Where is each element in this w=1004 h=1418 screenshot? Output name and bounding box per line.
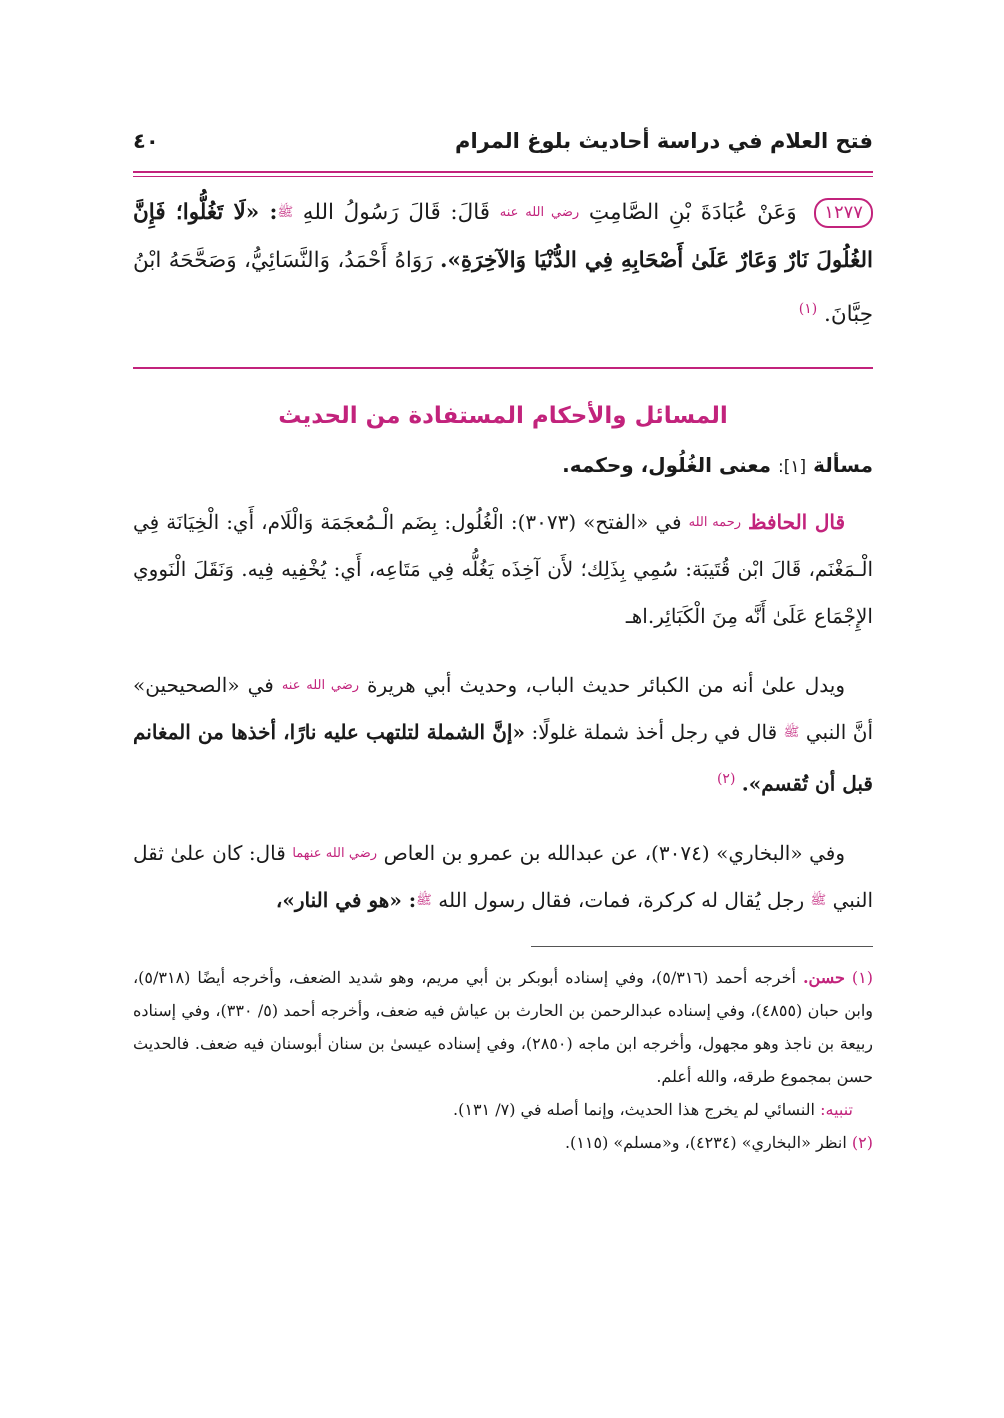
paragraph-3-text-a: وفي «البخاري» (٣٠٧٤)، عن عبدالله بن عمرو بن العاص (383, 840, 845, 865)
book-title: فتح العلام في دراسة أحاديث بلوغ المرام (455, 129, 873, 153)
footnote-2-text: انظر «البخاري» (٤٢٣٤)، و«مسلم» (١١٥). (564, 1132, 847, 1152)
honorific-companion: رضي الله عنه (499, 205, 580, 220)
note-text: النسائي لم يخرج هذا الحديث، وإنما أصله في (٧/ ١٣١). (453, 1099, 815, 1119)
paragraph-3 (133, 830, 873, 924)
header-rule (133, 171, 873, 173)
paragraph-3-quote: : «هو في النار»، (275, 887, 417, 912)
honorific-prophet-3: ﷺ (810, 892, 827, 908)
page-number: ٤٠ (133, 129, 159, 153)
issue-heading: معنى الغُلُول، وحكمه. (562, 453, 772, 478)
hadith-intro: وَعَنْ عُبَادَةَ بْنِ الصَّامِتِ (588, 200, 797, 225)
paragraph-3-text-b: قال: كان علىٰ ثقل النبي (133, 840, 873, 912)
paragraph-2-text-a: ويدل علىٰ أنه من الكبائر حديث الباب، وحديث أبي هريرة (367, 673, 845, 698)
issue-title (133, 453, 873, 477)
footnote-1-grade: حسن. (802, 967, 845, 987)
running-header (133, 125, 873, 169)
footnote-ref-1[interactable]: (١) (798, 301, 818, 317)
footnote-2-number: (٢) (851, 1132, 873, 1152)
hadith-said: قَالَ: قَالَ رَسُولُ اللهِ (302, 200, 491, 225)
footnotes (133, 961, 873, 1159)
paragraph-1 (133, 499, 873, 640)
paragraph-3-text-c: رجل يُقال له كركرة، فمات، فقال رسول الله (438, 887, 805, 912)
honorific-ibn-amr: رضي الله عنهما (292, 845, 378, 861)
footnote-1-text: أخرجه أحمد (٥/٣١٦)، وفي إسناده أبوبكر بن أبي مريم، وهو شديد الضعف، وأخرجه أيضًا (٥/٣١٨)، وابن حبان (٤٨٥٥)، وفي إسناده عبدالرحمن بن الحارث بن عياش فيه ضعف، وأخرجه أحمد (٥/ ٣٣٠)، وفي إسناده ربيعة بن ناجذ وهو مجهول، وأخرجه ابن ماجه (٢٨٥٠)، وفي إسناده عيسىٰ بن سنان أبوسنان فيه ضعف. فالحديث حسن بمجموع طرقه، والله أعلم. (133, 967, 874, 1086)
footnote-1 (133, 961, 873, 1093)
issue-label: مسألة (813, 453, 873, 478)
issue-number: [١]: (777, 457, 807, 478)
hadith-narration: رَوَاهُ أَحْمَدُ، وَالنَّسَائِيُّ، وَصَحَّحَهُ ابْنُ حِبَّانَ. (133, 248, 873, 328)
hadith-number-badge: ١٢٧٧ (814, 198, 873, 228)
footnote-1-number: (١) (851, 967, 873, 987)
paragraph-2-quote: «إنَّ الشملة لتلتهب عليه نارًا، أخذها من المغانم قبل أن تُقسم». (133, 720, 873, 796)
paragraph-1-text: في «الفتح» (٣٠٧٣): الْغُلُول: بِضَم الْـمُعجَمَة وَالْلَام، أَي: الْخِيَانَة فِي الْـمَغْنَم، قَالَ ابْن قُتَيبَة: سُمِي بِذَلِك؛ لأَن آخِذَه يَغُلُّه فِي مَتَاعِه، أَي: يُخْفِيه فِيه. وَنَقَلَ الْنَووي الإِجْمَاع عَلَىٰ أَنَّه مِنَ الْكَبَائِر.اهـ (133, 510, 873, 629)
note-label: تنبيه: (820, 1099, 853, 1119)
honorific-prophet-2: ﷺ (783, 725, 800, 741)
honorific-hafiz: رحمه الله (688, 515, 742, 531)
header-rule-thin (133, 176, 873, 177)
hadith-block (133, 189, 873, 339)
section-heading: المسائل والأحكام المستفادة من الحديث (278, 403, 728, 430)
honorific-prophet-4: ﷺ (416, 892, 432, 908)
paragraph-2-text-b: في «الصحيحين» أنَّ النبي (133, 673, 874, 745)
page (133, 125, 873, 1159)
paragraph-2-text-c: قال في رجل أخذ شملة غلولًا: (531, 720, 778, 745)
footnote-ref-2[interactable]: (٢) (716, 771, 736, 788)
hafiz-label: قال الحافظ (748, 510, 846, 535)
footnote-2 (133, 1126, 873, 1159)
paragraph-2 (133, 662, 873, 808)
footnote-note (133, 1093, 873, 1126)
hadith-quote: : «لَا تَغُلُّوا؛ فَإِنَّ الغُلُولَ نَارٌ وَعَارٌ عَلَىٰ أَصْحَابِهِ فِي الدُّنْيَا وَالآخِرَةِ». (133, 200, 873, 273)
section-divider (133, 367, 873, 369)
honorific-prophet: ﷺ (277, 205, 294, 220)
footnote-rule (531, 946, 873, 947)
honorific-abu-hurayra: رضي الله عنه (281, 678, 360, 694)
